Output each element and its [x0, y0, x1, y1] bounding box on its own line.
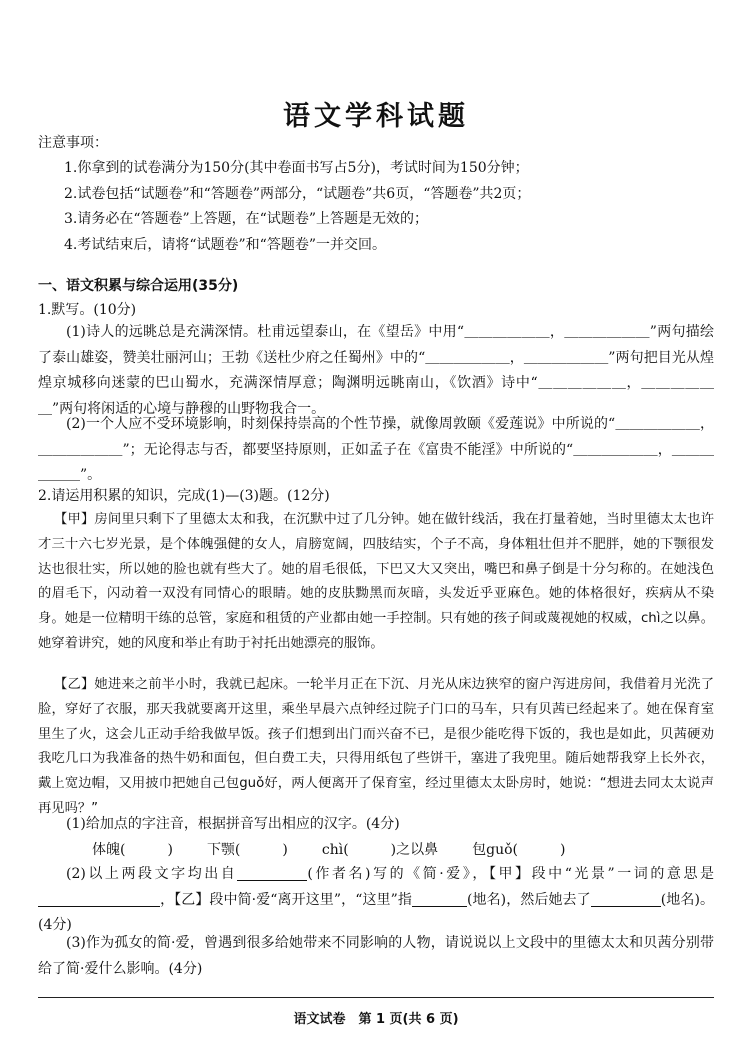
sub2-text: (地名)，然后她去了 [466, 891, 591, 908]
question-2-sub-2 [38, 862, 714, 939]
answer-blank[interactable] [591, 890, 661, 907]
sub2-text: (2)以上两段文字均出自 [66, 866, 238, 882]
section-heading: 一、语文积累与综合运用(35分) [38, 278, 239, 294]
question-2-sub-3: (3)作为孤女的简·爱，曾遇到很多给她带来不同影响的人物，请说说以上文段中的里德太太和贝茜分别带给了简·爱什么影响。(4分) [38, 935, 714, 977]
passage-yi: 【乙】她进来之前半小时，我就已起床。一轮半月正在下沉、月光从床边狭窄的窗户泻进房间，我借着月光洗了脸，穿好了衣服，那天我就要离开这里，乘坐早晨六点钟经过院子门口的马车，只有贝茜已经起来了。她在保育室里生了火，这会儿正动手给我做早饭。孩子们想到出门而兴奋不已，是很少能吃得下饭的，我也是如此，贝茜硬劝我吃几口为我准备的热牛奶和面包，但白费工夫，只得用纸包了些饼干，塞进了我兜里。随后她帮我穿上长外衣，戴上宽边帽，又用披巾把她自己包guǒ好，两人便离开了保育室，经过里德太太卧房时，她说：“想进去同太太说声再见吗？” [38, 677, 714, 816]
note-item: 4.考试结束后，请将“试题卷”和“答题卷”一并交回。 [64, 236, 386, 253]
answer-blank[interactable] [38, 890, 160, 907]
question-1-part-1: (1)诗人的远眺总是充满深情。杜甫远望泰山，在《望岳》中用“＿＿＿＿＿＿，＿＿＿＿＿＿”两句描绘了泰山雄姿，赞美壮丽河山；王勃《送杜少府之任蜀州》中的“＿＿＿＿＿＿，＿＿＿＿＿＿”两句把目光从煌煌京城移向迷蒙的巴山蜀水，充满深情厚意；陶渊明远眺南山，《饮酒》诗中“＿＿＿＿＿＿，＿＿＿＿＿＿”两句将闲适的心境与静穆的山野物我合一。 [38, 324, 714, 417]
sub2-text: ，【乙】段中简·爱“离开这里”，“这里”指 [160, 891, 412, 908]
passage-jia: 【甲】房间里只剩下了里德太太和我，在沉默中过了几分钟。她在做针线活，我在打量着她，当时里德太太也许才三十六七岁光景，是个体魄强健的女人，肩膀宽阔，四肢结实，个子不高，身体粗壮但并不肥胖，她的下颚很发达也很壮实，所以她的脸也就有些大了。她的眉毛很低，下巴又大又突出，嘴巴和鼻子倒是十分匀称的。在她浅色的眉毛下，闪动着一双没有同情心的眼睛。她的皮肤黝黑而灰暗，头发近乎亚麻色。她的体格很好，疾病从不染身。她是一位精明干练的总管，家庭和租赁的产业都由她一手控制。只有她的孩子间或蔑视她的权威，chì之以鼻。她穿着讲究，她的风度和举止有助于衬托出她漂亮的服饰。 [38, 512, 714, 651]
pinyin-item: chì( )之以鼻 [321, 842, 439, 858]
footer-divider [38, 997, 714, 998]
notes-list [64, 156, 714, 258]
question-2-title: 2.请运用积累的知识，完成(1)—(3)题。(12分) [38, 488, 330, 504]
answer-blank[interactable] [237, 864, 307, 881]
question-1-title: 1.默写。(10分) [38, 302, 137, 318]
page-footer: 语文试卷 第 1 页(共 6 页) [293, 1012, 459, 1027]
note-item: 3.请务必在“答题卷”上答题，在“试题卷”上答题是无效的； [64, 211, 428, 227]
question-1-part-2: (2)一个人应不受环境影响，时刻保持崇高的个性节操，就像周敦颐《爱莲说》中所说的“＿＿＿＿＿＿，＿＿＿＿＿＿”；无论得志与否，都要坚持原则，正如孟子在《富贵不能淫》中所说的“＿＿＿＿＿＿，＿＿＿＿＿＿”。 [38, 416, 714, 483]
page-title: 语文学科试题 [283, 101, 469, 132]
note-item: 1.你拿到的试卷满分为150分(其中卷面书写占5分)，考试时间为150分钟； [64, 160, 529, 176]
notes-heading: 注意事项： [38, 135, 108, 151]
pinyin-item: 下颚( ) [206, 842, 288, 858]
question-2-sub-1: (1)给加点的字注音，根据拼音写出相应的汉字。(4分) [66, 816, 400, 832]
sub2-text: (作者名)写的《简·爱》，【甲】段中“光景”一词的意思是 [307, 866, 714, 882]
pinyin-item: 包guǒ( ) [472, 842, 566, 858]
sub2-text: (地名)。(4分) [38, 891, 714, 933]
pinyin-item: 体魄( ) [92, 842, 173, 858]
note-item: 2.试卷包括“试题卷”和“答题卷”两部分，“试题卷”共6页，“答题卷”共2页； [64, 185, 531, 202]
answer-blank[interactable] [412, 890, 467, 907]
pinyin-row [92, 838, 714, 864]
